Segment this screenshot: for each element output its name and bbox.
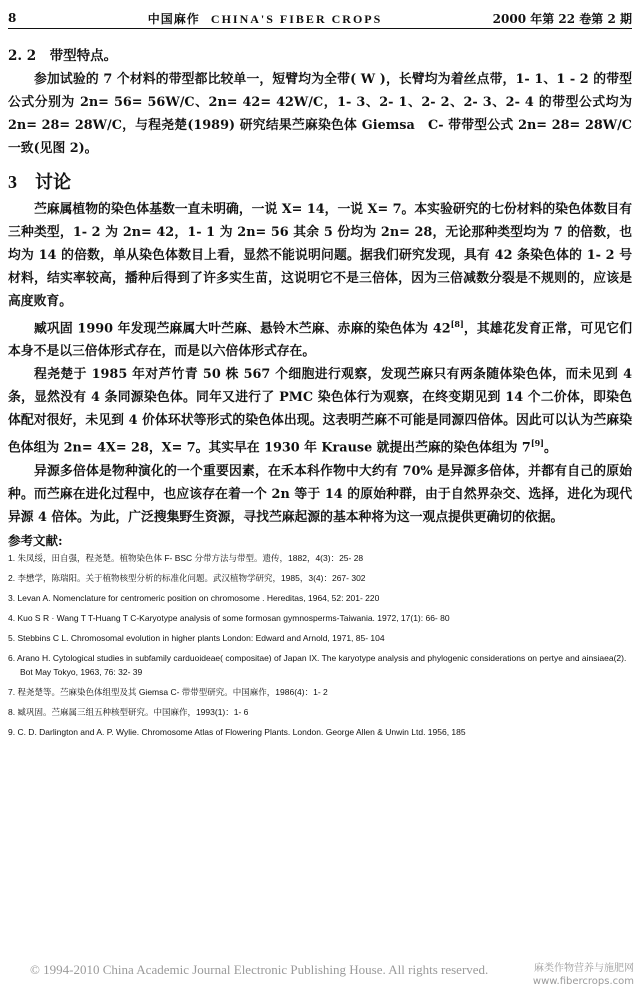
journal-title xyxy=(48,10,482,27)
discussion-p3-text-a: 程尧楚于 1985 年对芦竹青 50 株 567 个细胞进行观察，发现苎麻只有两条随体染色体，而未见到 4 条，显然没有 4 条同源染色体。同年又进行了 PMC 染色体行为观察，在终变期见到 14 个二价体，即染色体配对很好，未见到 4 价体环状等形式的染色体出现。这表明苎麻不可能是同源四倍体。因此可以认为苎麻染色体组为 2n= 4X= 28，X= 7。其实早在 1930 年 Krause 就提出苎麻的染色体组为 7 xyxy=(8,367,632,456)
citation-8: [8] xyxy=(450,319,464,329)
references-list xyxy=(8,551,632,739)
running-header xyxy=(8,8,632,29)
issue-info: 2000 年第 22 卷第 2 期 xyxy=(492,11,632,26)
reference-item: 4. Kuo S R · Wang T T-Huang T C-Karyotype analysis of some formosan gymnosperms-Taiwania. 1972, 17(1): 66- 80 xyxy=(8,612,450,623)
reference-item: 1. 朱凤绥，田自强，程尧楚。植物染色体 F- BSC 分带方法与带型。遗传，1882，4(3)：25- 28 xyxy=(8,552,364,563)
reference-item: 3. Levan A. Nomenclature for centromeric position on chromosome . Hereditas, 1964, 52: 201- 220 xyxy=(8,592,380,603)
reference-item: 8. 臧巩固。苎麻属三组五种核型研究。中国麻作，1993(1)：1- 6 xyxy=(8,706,249,717)
reference-item: 2. 李懋学，陈瑞阳。关于植物核型分析的标准化问题。武汉植物学研究，1985，3(4)：267- 302 xyxy=(8,572,366,583)
article-body xyxy=(8,36,632,745)
reference-item: 7. 程尧楚等。苎麻染色体组型及其 Giemsa C- 带带型研究。中国麻作，1986(4)：1- 2 xyxy=(8,686,328,697)
copyright-footer: © 1994-2010 China Academic Journal Electronic Publishing House. All rights reserved. xyxy=(30,962,489,977)
discussion-paragraph-4: 异源多倍体是物种演化的一个重要因素，在禾本科作物中大约有 70% 是异源多倍体，并都有自己的原始种。而苎麻在进化过程中，也应该存在着一个 2n 等于 14 的原始种群，由于自然界杂交、选择，进化为现代异源 4 倍体。为此，广泛搜集野生资源，寻找苎麻起源的基本种将为这一观点提供更确切的依据。 xyxy=(8,463,632,525)
watermark-line-1: 麻类作物营养与施肥网 xyxy=(534,963,634,974)
section-3-title: 讨论 xyxy=(35,172,71,193)
reference-item: 6. Arano H. Cytological studies in subfamily carduoideae( compositae) of Japan IX. The karyotype analysis and phylogenic considerations on pertye and ainsiaea(2). Bot May Tokyo, 1963, 76: 32- 39 xyxy=(8,652,627,677)
citation-9: [9] xyxy=(530,438,544,449)
journal-title-cn: 中国麻作 xyxy=(147,11,200,26)
discussion-p3-text-b: 。 xyxy=(543,440,557,456)
watermark-line-2: www.fibercrops.com xyxy=(532,976,634,987)
discussion-paragraph-3 xyxy=(8,363,632,459)
section-3-number: 3 xyxy=(8,172,17,192)
section-3-heading xyxy=(8,168,632,194)
page-number: 8 xyxy=(8,11,17,25)
discussion-p2-text-a: 臧巩固 1990 年发现苎麻属大叶苎麻、悬铃木苎麻、赤麻的染色体为 42 xyxy=(34,321,451,337)
reference-item: 9. C. D. Darlington and A. P. Wylie. Chromosome Atlas of Flowering Plants. London. George Allen & Unwin Ltd. 1956, 185 xyxy=(8,726,466,737)
section-2-2-title: 2. 2 带型特点。 xyxy=(8,48,118,64)
discussion-p2-text-b: ，其雄花发育正常，可见它们本身不是以三倍体形式存在，而是以六倍体形式存在。 xyxy=(8,321,632,360)
section-2-2-paragraph: 参加试验的 7 个材料的带型都比较单一，短臂均为全带( W )，长臂均为着丝点带，1- 1、1 - 2 的带型公式分别为 2n= 56= 56W/C、2n= 42= 42W/C，1- 3、2- 1、2- 2、2- 3、2- 4 的带型公式均为 2n= 28= 28W/C，与程尧楚(1989) 研究结果苎麻染色体 Giemsa C- 带带型公式 2n= 28= 28W/C 一致(见图 2)。 xyxy=(8,72,632,156)
journal-title-en: CHINA'S FIBER CROPS xyxy=(210,11,383,26)
discussion-paragraph-1: 苎麻属植物的染色体基数一直未明确，一说 X= 14，一说 X= 7。本实验研究的七份材料的染色体数目有三种类型，1- 2 为 2n= 42，1- 1 为 2n= 56 其余 5 份均为 2n= 28，无论那种类型均为 7 的倍数，也均为 14 的倍数，单从染色体数目上看，显然不能说明问题。据我们研究发现，具有 42 条染色体的 1- 2 号材料，结实率较高，播种后得到了许多实生苗，这说明它不是三倍体，因为三倍减数分裂是不规则的，应该是高度败育。 xyxy=(8,202,632,309)
reference-item: 5. Stebbins C L. Chromosomal evolution in higher plants London: Edward and Arnold, 1971, 85- 104 xyxy=(8,632,385,643)
discussion-paragraph-2 xyxy=(8,313,632,363)
site-watermark xyxy=(516,962,634,988)
references-title: 参考文献: xyxy=(8,532,63,548)
